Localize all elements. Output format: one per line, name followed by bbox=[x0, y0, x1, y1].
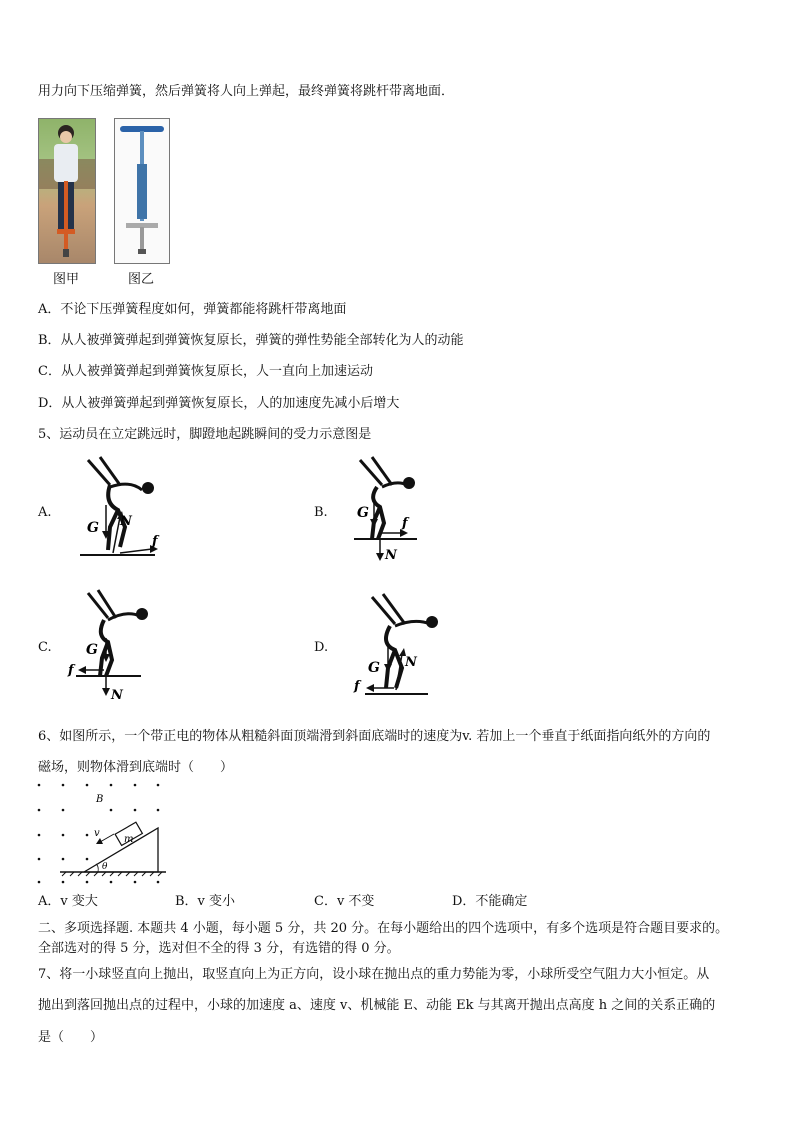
q4-option-c: C．从人被弹簧弹起到弹簧恢复原长，人一直向上加速运动 bbox=[38, 364, 373, 379]
child-figure-icon bbox=[39, 119, 95, 263]
force-label-n: N bbox=[405, 655, 417, 670]
force-label-g: G bbox=[86, 642, 98, 658]
jumper-figure-c bbox=[66, 588, 161, 703]
angle-theta-label: θ bbox=[102, 862, 108, 872]
force-label-f: f bbox=[402, 516, 408, 531]
force-label-n: N bbox=[385, 548, 397, 563]
force-label-f: f bbox=[152, 534, 158, 549]
force-label-g: G bbox=[368, 660, 380, 676]
jumper-icon bbox=[88, 457, 142, 490]
pogo-stick-icon bbox=[115, 119, 169, 263]
pogo-photo-image bbox=[38, 118, 96, 264]
force-label-n: N bbox=[111, 688, 123, 703]
caption-right: 图乙 bbox=[128, 272, 155, 287]
caption-left: 图甲 bbox=[53, 272, 80, 287]
q5-label-c: C. bbox=[38, 640, 52, 655]
jumper-figure-d bbox=[350, 592, 450, 702]
jumper-figure-a bbox=[80, 455, 170, 565]
intro-line: 用力向下压缩弹簧，然后弹簧将人向上弹起，最终弹簧将跳杆带离地面． bbox=[38, 84, 455, 99]
q5-label-a: A. bbox=[38, 505, 52, 520]
section2-line2: 全部选对的得 5 分，选对但不全的得 3 分，有选错的得 0 分。 bbox=[38, 941, 400, 956]
q6-stem-line2: 磁场，则物体滑到底端时（ ） bbox=[38, 760, 234, 775]
force-label-g: G bbox=[357, 505, 369, 521]
q6-stem-line1: 6、如图所示，一个带正电的物体从粗糙斜面顶端滑到斜面底端时的速度为v. 若加上一个垂直于纸面指向纸外的方向的 bbox=[38, 729, 711, 744]
force-label-f: f bbox=[354, 679, 360, 694]
pogo-stick-image bbox=[114, 118, 170, 264]
section2-line1: 二、多项选择题. 本题共 4 小题，每小题 5 分，共 20 分。在每小题给出的四个选项中，有多个选项是符合题目要求的。 bbox=[38, 921, 729, 936]
force-label-n: N bbox=[120, 514, 132, 529]
jumper-figure-b bbox=[352, 455, 442, 565]
q6-option-b: B．v 变小 bbox=[175, 894, 236, 909]
q6-option-d: D．不能确定 bbox=[452, 894, 528, 909]
mass-label: m bbox=[124, 834, 134, 845]
q7-line3: 是（ ） bbox=[38, 1030, 104, 1045]
velocity-label: v bbox=[94, 828, 100, 839]
q4-option-b: B．从人被弹簧弹起到弹簧恢复原长，弹簧的弹性势能全部转化为人的动能 bbox=[38, 333, 464, 348]
q4-option-a: A．不论下压弹簧程度如何，弹簧都能将跳杆带离地面 bbox=[38, 302, 347, 317]
field-b-label: B bbox=[96, 794, 104, 805]
q7-line2: 抛出到落回抛出点的过程中，小球的加速度 a、速度 v、机械能 E、动能 Ek 与其离开抛出点高度 h 之间的关系正确的 bbox=[38, 998, 716, 1013]
force-label-g: G bbox=[87, 520, 99, 536]
incline-magnetic-field-diagram bbox=[36, 780, 176, 890]
q5-label-d: D. bbox=[314, 640, 329, 655]
q5-label-b: B. bbox=[314, 505, 328, 520]
q7-line1: 7、将一小球竖直向上抛出，取竖直向上为正方向，设小球在抛出点的重力势能为零，小球所受空气阻力大小恒定。从 bbox=[38, 967, 710, 982]
q6-option-c: C．v 不变 bbox=[314, 894, 375, 909]
q4-option-d: D．从人被弹簧弹起到弹簧恢复原长，人的加速度先减小后增大 bbox=[38, 396, 400, 411]
q5-stem: 5、运动员在立定跳远时，脚蹬地起跳瞬间的受力示意图是 bbox=[38, 427, 372, 442]
force-label-f: f bbox=[68, 663, 74, 678]
q6-option-a: A．v 变大 bbox=[38, 894, 98, 909]
